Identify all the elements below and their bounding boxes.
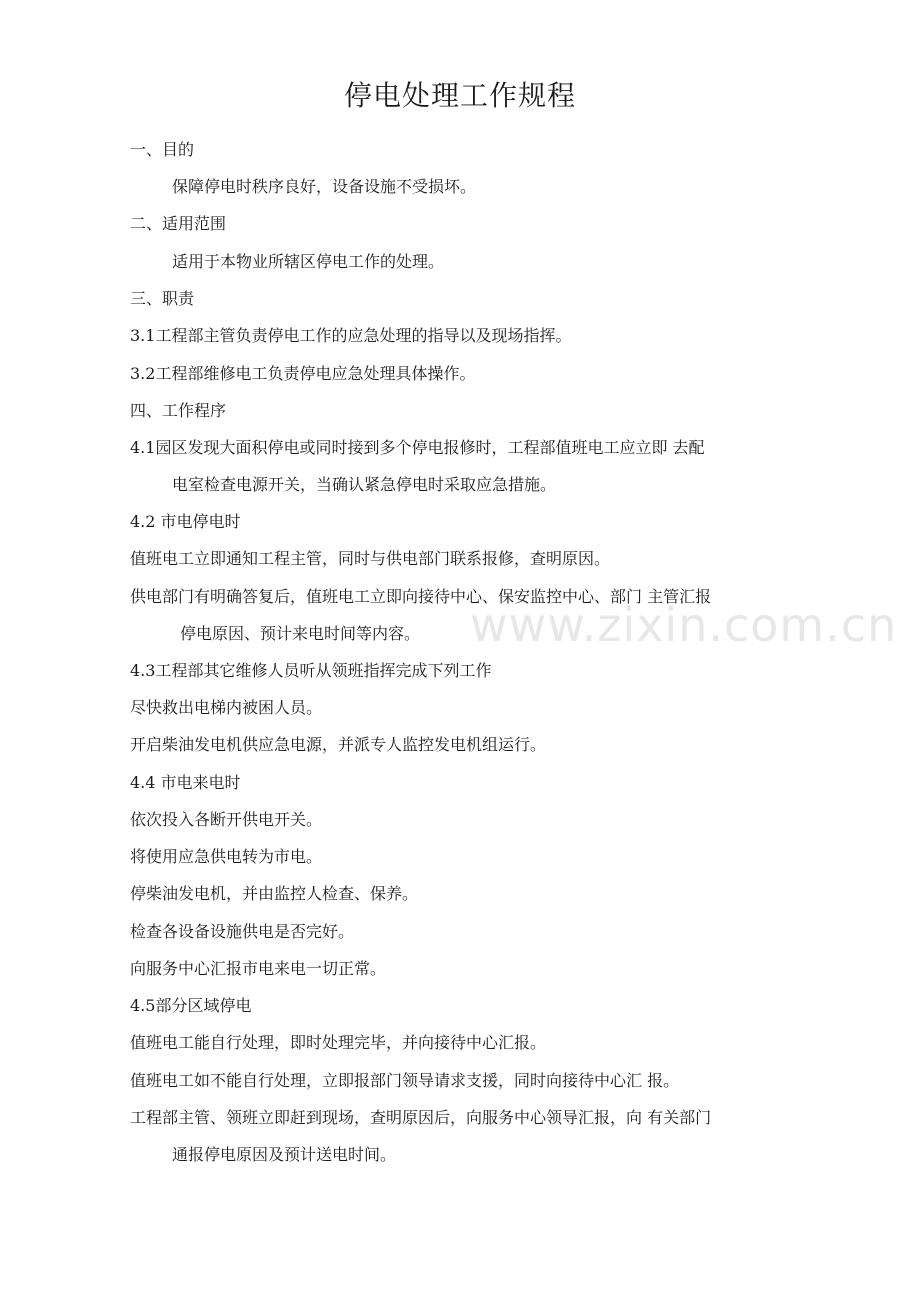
clause-4-2-heading: 4.2 市电停电时 bbox=[130, 512, 241, 531]
clause-4-4-heading: 4.4 市电来电时 bbox=[130, 773, 241, 792]
clause-3-2: 3.2工程部维修电工负责停电应急处理具体操作。 bbox=[130, 364, 476, 383]
clause-4-5-item-3-line-2: 通报停电原因及预计送电时间。 bbox=[172, 1145, 397, 1164]
section-heading-scope: 二、适用范围 bbox=[130, 214, 227, 233]
clause-4-1-line-1: 4.1园区发现大面积停电或同时接到多个停电报修时，工程部值班电工应立即 去配 bbox=[130, 438, 705, 457]
document-title: 停电处理工作规程 bbox=[343, 79, 576, 112]
paragraph-purpose: 保障停电时秩序良好，设备设施不受损坏。 bbox=[172, 177, 477, 196]
clause-4-3-item-1: 尽快救出电梯内被困人员。 bbox=[130, 698, 323, 717]
watermark: www.zixin.com.cn bbox=[470, 598, 898, 652]
section-heading-duties: 三、职责 bbox=[130, 289, 195, 308]
clause-4-5-item-1: 值班电工能自行处理，即时处理完毕，并向接待中心汇报。 bbox=[130, 1033, 547, 1052]
clause-4-3-heading: 4.3工程部其它维修人员听从领班指挥完成下列工作 bbox=[130, 661, 492, 680]
clause-4-4-item-3: 停柴油发电机，并由监控人检查、保养。 bbox=[130, 884, 419, 903]
clause-4-5-item-2: 值班电工如不能自行处理，立即报部门领导请求支援，同时向接待中心汇 报。 bbox=[130, 1071, 680, 1090]
section-heading-purpose: 一、目的 bbox=[130, 140, 195, 159]
clause-4-1-line-2: 电室检查电源开关，当确认紧急停电时采取应急措施。 bbox=[172, 475, 557, 494]
clause-4-5-item-3-line-1: 工程部主管、领班立即赶到现场，查明原因后，向服务中心领导汇报，向 有关部门 bbox=[130, 1108, 712, 1127]
clause-3-1: 3.1工程部主管负责停电工作的应急处理的指导以及现场指挥。 bbox=[130, 326, 572, 345]
clause-4-2-item-2-line-1: 供电部门有明确答复后，值班电工立即向接待中心、保安监控中心、部门 主管汇报 bbox=[130, 587, 712, 606]
clause-4-3-item-2: 开启柴油发电机供应急电源，并派专人监控发电机组运行。 bbox=[130, 735, 547, 754]
section-heading-procedure: 四、工作程序 bbox=[130, 401, 227, 420]
clause-4-4-item-4: 检查各设备设施供电是否完好。 bbox=[130, 922, 355, 941]
clause-4-4-item-1: 依次投入各断开供电开关。 bbox=[130, 810, 323, 829]
clause-4-2-item-2-line-2: 停电原因、预计来电时间等内容。 bbox=[180, 624, 421, 643]
clause-4-4-item-5: 向服务中心汇报市电来电一切正常。 bbox=[130, 959, 387, 978]
clause-4-2-item-1: 值班电工立即通知工程主管，同时与供电部门联系报修，查明原因。 bbox=[130, 549, 611, 568]
clause-4-5-heading: 4.5部分区域停电 bbox=[130, 996, 252, 1015]
clause-4-4-item-2: 将使用应急供电转为市电。 bbox=[130, 847, 323, 866]
paragraph-scope: 适用于本物业所辖区停电工作的处理。 bbox=[172, 252, 445, 271]
